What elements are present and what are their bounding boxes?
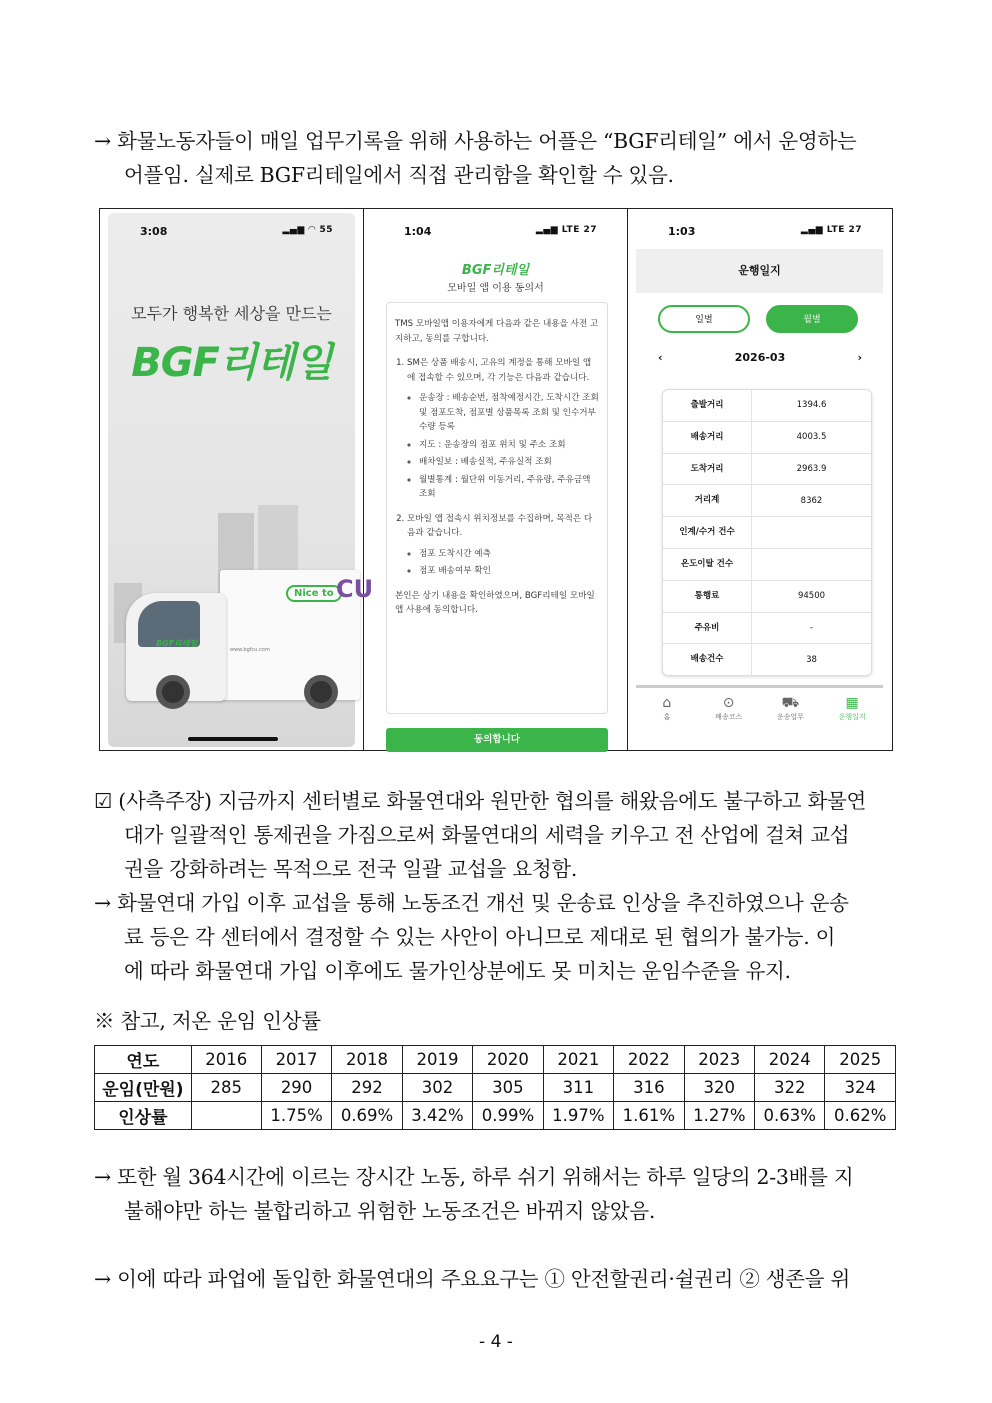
company-claim-paragraph [94, 784, 896, 886]
consent-bullet: ◦ 점포 배송여부 확인 [419, 564, 599, 579]
truck-url: www.bgfcu.com [230, 647, 270, 653]
hours-line-2: 불해야만 하는 불합리하고 위험한 노동조건은 바뀌지 않았음. [124, 1199, 656, 1223]
rate-cell: 1.97% [543, 1102, 613, 1130]
consent-screen [364, 209, 628, 750]
rate-cell: 0.99% [473, 1102, 543, 1130]
nav-label: 홈 [663, 713, 671, 721]
fare-cell: 285 [191, 1074, 261, 1102]
claim-line-2: 대가 일괄적인 통제권을 가짐으로써 화물연대의 세력을 키우고 전 산업에 걸쳐 교섭 [124, 823, 850, 847]
row-value: - [809, 622, 814, 633]
fare-cell: 322 [755, 1074, 825, 1102]
rate-cell: 0.69% [332, 1102, 402, 1130]
tab-daily[interactable]: 일별 [658, 305, 750, 333]
truck-wheel [156, 675, 190, 709]
row-label: 거리계 [663, 485, 752, 516]
consent-bullet: ◦ 점포 도착시간 예측 [419, 547, 599, 562]
home-indicator[interactable] [188, 737, 278, 741]
row-label: 통행료 [663, 581, 752, 612]
fare-cell: 305 [473, 1074, 543, 1102]
current-month: 2026-03 [734, 351, 786, 364]
consent-bullet: ◦ 배차일보 : 배송실적, 주유실적 조회 [419, 455, 599, 470]
consent-item-2 [407, 512, 599, 579]
consent-bullet: ◦ 지도 : 운송장의 점포 위치 및 주소 조회 [419, 438, 599, 453]
intro-paragraph [94, 124, 896, 192]
table-row [663, 581, 871, 613]
rate-cell [191, 1102, 261, 1130]
table-row [663, 613, 871, 645]
row-value: 94500 [797, 591, 826, 602]
row-value: 8362 [800, 495, 823, 506]
consent-item-2-text: 모바일 앱 접속시 위치정보를 수집하며, 목적은 다음과 같습니다. [407, 513, 593, 538]
agree-button[interactable]: 동의합니다 [386, 728, 608, 752]
consent-closing: 본인은 상기 내용을 확인하였으며, BGF리테일 모바일 앱 사용에 동의합니다. [395, 590, 595, 615]
location-pin-icon: ⊙ [722, 695, 735, 711]
nav-driving-log[interactable] [824, 694, 880, 722]
table-row [663, 644, 871, 675]
rebut-line-3: 에 따라 화물연대 가입 이후에도 물가인상분에도 못 미치는 운임수준을 유지. [124, 959, 791, 983]
table-row [663, 454, 871, 486]
rate-cell: 1.75% [261, 1102, 331, 1130]
cu-logo: CU [336, 575, 374, 603]
status-icons: ▂▄▆ ◠ 55 [282, 225, 333, 235]
fare-cell: 311 [543, 1074, 613, 1102]
bgf-logo: BGF리테일 [461, 263, 530, 278]
rate-cell: 0.62% [825, 1102, 896, 1130]
nav-transport-work[interactable] [762, 694, 818, 722]
rate-cell: 0.63% [755, 1102, 825, 1130]
status-time: 3:08 [140, 225, 168, 238]
row-value: 1394.6 [796, 400, 827, 411]
log-table [662, 389, 872, 676]
driving-log-screen [628, 209, 892, 750]
rate-cell: 1.61% [614, 1102, 684, 1130]
table-row [95, 1074, 896, 1102]
splash-tagline: 모두가 행복한 세상을 만드는 [131, 304, 332, 323]
fare-cell: 324 [825, 1074, 896, 1102]
truck-icon: ⛟ [781, 695, 800, 711]
page-title: 운행일지 [636, 249, 883, 293]
bgf-logo: BGF리테일 [131, 340, 332, 386]
status-icons: ▂▄▆ LTE 27 [800, 225, 862, 235]
claim-line-1: ☑ (사측주장) 지금까지 센터별로 화물연대와 원만한 협의를 해왔음에도 불구하고 화물연 [94, 789, 867, 813]
year-cell: 2023 [684, 1046, 754, 1074]
fare-cell: 302 [402, 1074, 472, 1102]
header-rate: 인상률 [95, 1102, 192, 1130]
hours-line-1: → 또한 월 364시간에 이르는 장시간 노동, 하루 쉬기 위해서는 하루 일당의 2-3배를 지 [94, 1165, 854, 1189]
row-label: 배송건수 [663, 644, 752, 675]
year-cell: 2019 [402, 1046, 472, 1074]
calendar-icon: ▦ [845, 695, 859, 711]
app-screenshots [99, 208, 893, 751]
consent-bullet: ◦ 월별통계 : 월단위 이동거리, 주유량, 주유금액 조회 [419, 473, 599, 502]
rebuttal-paragraph [94, 886, 896, 988]
year-cell: 2017 [261, 1046, 331, 1074]
intro-line-2: 어플임. 실제로 BGF리테일에서 직접 관리함을 확인할 수 있음. [124, 163, 674, 187]
row-label: 주유비 [663, 613, 752, 644]
nav-delivery-course[interactable] [701, 694, 757, 722]
bottom-nav [636, 685, 883, 722]
consent-intro: TMS 모바일앱 이용자에게 다음과 같은 내용을 사전 고지하고, 동의를 구합니다. [395, 319, 599, 344]
fare-cell: 292 [332, 1074, 402, 1102]
row-label: 인계/수거 건수 [663, 517, 752, 548]
fare-cell: 316 [614, 1074, 684, 1102]
consent-title: 모바일 앱 이용 동의서 [447, 283, 544, 294]
home-icon: ⌂ [662, 695, 672, 711]
status-time: 1:03 [668, 225, 696, 238]
period-tabs [658, 305, 858, 333]
rebut-line-1: → 화물연대 가입 이후 교섭을 통해 노동조건 개선 및 운송료 인상을 추진하였으나 운송 [94, 891, 849, 915]
page-number: - 4 - [479, 1332, 513, 1352]
truck-logo: BGF리테일 [156, 639, 198, 648]
fare-cell: 320 [684, 1074, 754, 1102]
truck-wheel [304, 675, 338, 709]
table-row [663, 390, 871, 422]
nav-label: 운행일지 [838, 713, 866, 721]
table-row [663, 549, 871, 581]
next-month-icon[interactable]: › [857, 351, 862, 364]
intro-line-1: → 화물노동자들이 매일 업무기록을 위해 사용하는 어플은 “BGF리테일” 에서 운영하는 [94, 129, 857, 153]
consent-bullet: ◦ 운송장 : 배송순번, 점착예정시간, 도착시간 조회 및 점포도착, 점포별 상품목록 조회 및 인수거부수량 등록 [419, 391, 599, 435]
rate-cell: 1.27% [684, 1102, 754, 1130]
table-row [663, 517, 871, 549]
splash-background [108, 213, 374, 747]
table-row [95, 1046, 896, 1074]
row-value: 4003.5 [796, 432, 827, 443]
row-label: 도착거리 [663, 454, 752, 485]
header-year: 연도 [95, 1046, 192, 1074]
month-selector [658, 351, 862, 364]
consent-item-1-text: SM은 상품 배송시, 고유의 계정을 통해 모바일 앱에 접속할 수 있으며, 각 기능은 다음과 같습니다. [407, 358, 592, 383]
year-cell: 2018 [332, 1046, 402, 1074]
consent-item-1 [407, 356, 599, 502]
row-label: 출발거리 [663, 390, 752, 421]
status-icons: ▂▄▆ LTE 27 [535, 225, 597, 235]
demand-paragraph: → 이에 따라 파업에 돌입한 화물연대의 주요요구는 ① 안전할권리·쉴권리 ② 생존을 위 [94, 1267, 850, 1291]
working-hours-paragraph [94, 1160, 896, 1228]
year-cell: 2020 [473, 1046, 543, 1074]
tab-monthly[interactable]: 월별 [766, 305, 858, 333]
row-label: 배송거리 [663, 422, 752, 453]
year-cell: 2016 [191, 1046, 261, 1074]
table-row [95, 1102, 896, 1130]
reference-title: ※ 참고, 저온 운임 인상률 [94, 1009, 321, 1033]
claim-line-3: 권을 강화하려는 목적으로 전국 일괄 교섭을 요청함. [124, 857, 578, 881]
rate-cell: 3.42% [402, 1102, 472, 1130]
splash-screen [100, 209, 374, 750]
nav-label: 배송코스 [715, 713, 743, 721]
prev-month-icon[interactable]: ‹ [658, 351, 663, 364]
fare-cell: 290 [261, 1074, 331, 1102]
consent-text-box[interactable] [386, 302, 608, 714]
rebut-line-2: 료 등은 각 센터에서 결정할 수 있는 사안이 아니므로 제대로 된 협의가 불가능. 이 [124, 925, 836, 949]
nav-home[interactable] [639, 694, 695, 722]
year-cell: 2022 [614, 1046, 684, 1074]
table-row [663, 485, 871, 517]
row-label: 온도이탈 건수 [663, 549, 752, 580]
status-time: 1:04 [404, 225, 432, 238]
table-row [663, 422, 871, 454]
nav-label: 운송업무 [776, 713, 804, 721]
row-value: 2963.9 [796, 463, 827, 474]
year-cell: 2021 [543, 1046, 613, 1074]
nice-to-badge: Nice to [286, 585, 342, 602]
year-cell: 2024 [755, 1046, 825, 1074]
fare-increase-table [94, 1045, 896, 1130]
row-value: 38 [806, 654, 817, 665]
year-cell: 2025 [825, 1046, 896, 1074]
header-fare: 운임(만원) [95, 1074, 192, 1102]
